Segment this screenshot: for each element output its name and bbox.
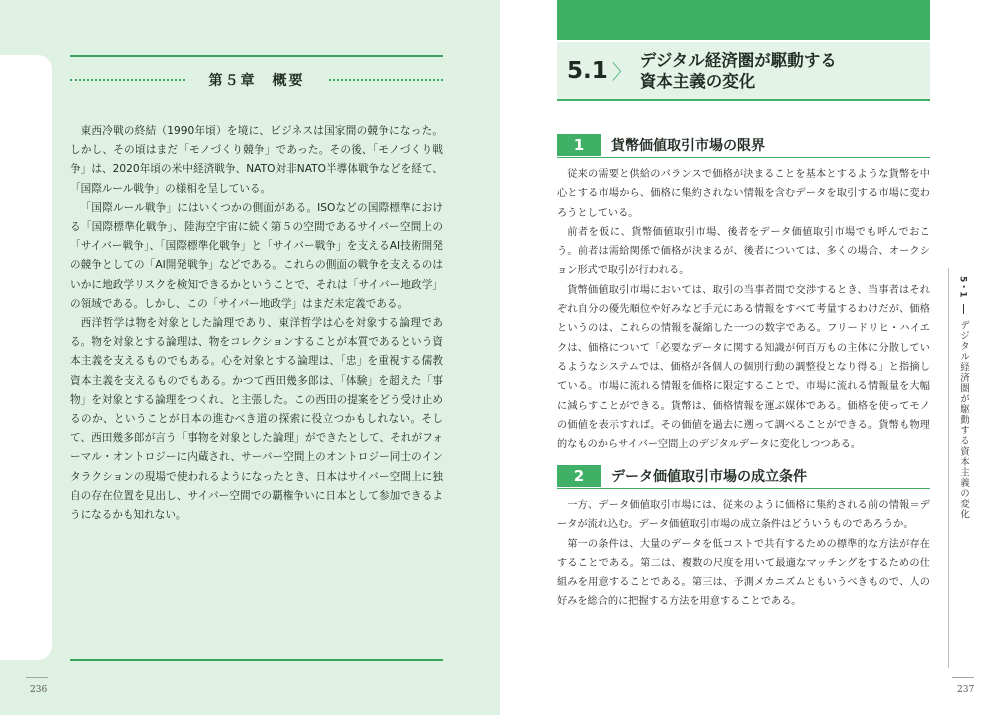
section-number: 5.1 — [567, 57, 608, 84]
page-number-right: 237 — [957, 685, 975, 695]
subsection-body-2 — [557, 496, 930, 612]
body-paragraph: 前者を仮に、貨幣価値取引市場、後者をデータ価値取引市場でも呼んでおこう。前者は需給関係で価格が決まるが、後者については、多くの場合、オークション形式で取引が行われる。 — [557, 226, 930, 277]
chapter-bottom-rule — [70, 659, 443, 661]
subsection-heading-1 — [557, 134, 930, 156]
section-title-line: 資本主義の変化 — [639, 71, 756, 91]
side-index-number: 5・1 — [957, 276, 968, 298]
side-index-text: デジタル経済圏が駆動する資本主義の変化 — [958, 319, 969, 520]
chapter-top-rule — [70, 55, 443, 57]
dotted-rule-left — [70, 79, 185, 81]
side-index-dash — [963, 304, 964, 314]
page-number-rule — [26, 677, 48, 678]
subsection-title: データ価値取引市場の成立条件 — [611, 469, 807, 485]
summary-paragraph: 西洋哲学は物を対象とした論理であり、東洋哲学は心を対象する論理である。物を対象とする論理は、物をコレクションすることが本質であるという資本主義を支えるものでもある。心を対象とする論理は、「忠」を重視する儒教資本主義を支えるものでもある。かつて西田幾多郎は、「体験」を超えた「事物」を対象とする論理をつくれ、と主張した。この西田の提案をどう受け止めるのか、ということが日本の進むべき道の探索に役立つかもしれない。そして、西田幾多郎が言う「事物を対象とした論理」ができたとして、それがフォーマル・オントロジーに内蔵され、サーバー空間上のオントロジー同士のインタラクションの現場で使われるようになったとき、日本はサイバー空間上に独自の存在位置を見出し、サイバー空間での覇権争いに日本として参加できるようになるかも知れない。 — [70, 317, 443, 522]
top-color-band — [557, 0, 930, 40]
chapter-heading — [70, 70, 443, 90]
subsection-number: 2 — [557, 465, 601, 487]
page-number-left: 236 — [30, 685, 48, 695]
subsection-title: 貨幣価値取引市場の限界 — [611, 138, 765, 154]
section-title-line: デジタル経済圏が駆動する — [639, 50, 837, 70]
body-paragraph: 従来の需要と供給のバランスで価格が決まることを基本とするような貨幣を中心とする市場から、価格に集約されない情報を含むデータを取引する市場に変わろうとしている。 — [557, 169, 930, 219]
section-heading — [557, 42, 930, 101]
chapter-summary-body — [70, 122, 443, 525]
chevron-right-icon: 〉 — [611, 60, 632, 84]
side-index — [952, 276, 974, 519]
body-paragraph: 第一の条件は、大量のデータを低コストで共有するための標準的な方法が存在することである。第二は、複数の尺度を用いて最適なマッチングをするための仕組みを用意することである。第三は、予測メカニズムともいうべきもので、人の好みを総合的に把握する方法を用意することである。 — [557, 538, 930, 608]
subsection-rule — [557, 488, 930, 489]
chapter-title: 第５章 概要 — [208, 73, 305, 89]
subsection-number: 1 — [557, 134, 601, 156]
subsection-rule — [557, 157, 930, 158]
summary-paragraph: 東西冷戦の終結（1990年頃）を境に、ビジネスは国家間の競争になった。しかし、その頃はまだ「モノづくり競争」であった。その後、「モノづくり戦争」は、2020年頃の米中経済戦争、NATO対非NATO半導体戦争などを経て、「国際ルール戦争」の様相を呈している。 — [70, 125, 443, 195]
left-margin-panel — [0, 55, 52, 660]
subsection-heading-2 — [557, 465, 930, 487]
page-number-rule — [952, 677, 974, 678]
side-index-rule — [948, 268, 949, 668]
subsection-body-1 — [557, 165, 930, 454]
dotted-rule-right — [329, 79, 444, 81]
section-title — [640, 50, 837, 92]
body-paragraph: 一方、データ価値取引市場には、従来のように価格に集約される前の情報＝データが流れ込む。データ価値取引市場の成立条件はどういうものであろうか。 — [557, 500, 930, 531]
body-paragraph: 貨幣価値取引市場においては、取引の当事者間で交渉するとき、当事者はそれぞれ自分の優先順位や好みなど手元にある情報をすべて考量するわけだが、価格というのは、これらの情報を凝縮した一つの数字である。フリードリヒ・ハイエクは、価格について「必要なデータに関する知識が何百万もの主体に分散しているようなシステムでは、価格が各個人の個別行動の調整役となり得る」と指摘している。市場に流れる情報を価格に限定することで、市場に流れる情報量を大幅に減らすことができる。貨幣は、価格情報を運ぶ媒体である。価格を使ってモノの価値を表示すれば。その価値を過去に遡って調べることができる。貨幣も物理的なものからサイバー空間上のデジタルデータに変化しつつある。 — [557, 284, 930, 451]
summary-paragraph: 「国際ルール戦争」にはいくつかの側面がある。ISOなどの国際標準における「国際標準化戦争」、陸海空宇宙に続く第５の空間であるサイバー空間上の「サイバー戦争」、「国際標準化戦争」と「サイバー戦争」を支えるAI技術開発の競争としての「AI開発戦争」などである。これらの側面の戦争を支えるのはいかに地政学リスクを検知できるかということで、それは「サイバー地政学」の領域である。しかし、この「サイバー地政学」はまだ未定義である。 — [70, 201, 443, 310]
